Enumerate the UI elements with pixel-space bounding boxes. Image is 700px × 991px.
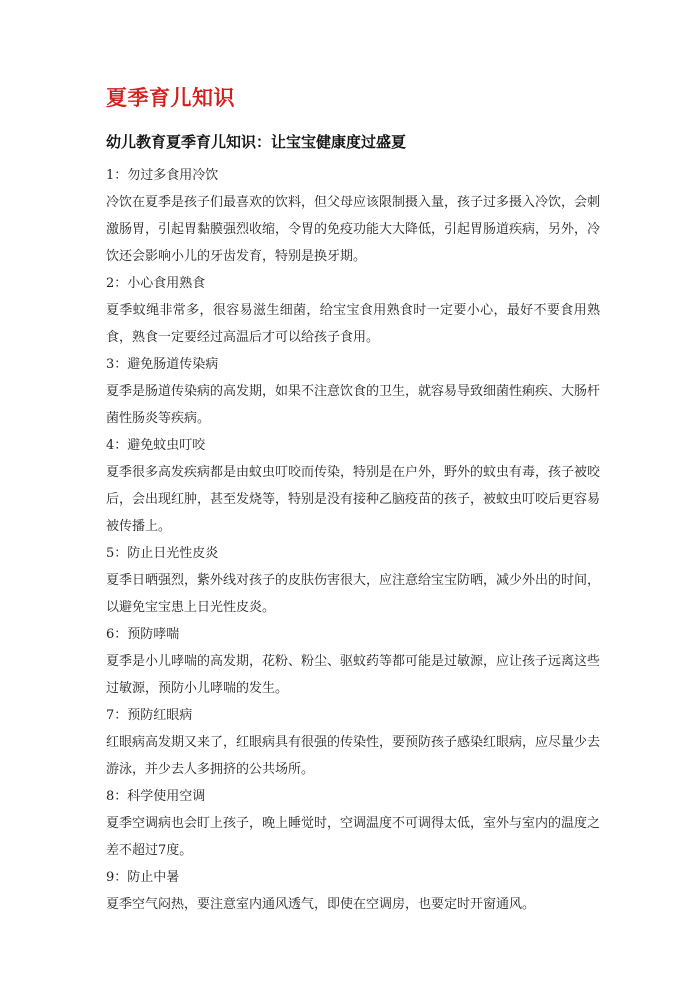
- tip-section-4: [106, 432, 600, 540]
- tip-section-6: [106, 621, 600, 702]
- tip-body: 夏季是小儿哮喘的高发期，花粉、粉尘、驱蚊药等都可能是过敏源，应让孩子远离这些过敏源，预防小儿哮喘的发生。: [106, 654, 601, 696]
- tip-heading: 8：科学使用空调: [106, 789, 206, 804]
- tip-body: 红眼病高发期又来了，红眼病具有很强的传染性，要预防孩子感染红眼病，应尽量少去游泳，并少去人多拥挤的公共场所。: [106, 735, 601, 777]
- tip-heading: 1：勿过多食用冷饮: [106, 168, 219, 183]
- tip-section-5: [106, 540, 600, 621]
- tip-section-7: [106, 702, 600, 783]
- document-subtitle: 幼儿教育夏季育儿知识：让宝宝健康度过盛夏: [106, 133, 407, 151]
- tip-heading: 9：防止中暑: [106, 870, 180, 885]
- tip-heading: 6：预防哮喘: [106, 627, 180, 642]
- tip-body: 夏季很多高发疾病都是由蚊虫叮咬而传染，特别是在户外，野外的蚊虫有毒，孩子被咬后，会出现红肿，甚至发烧等，特别是没有接种乙脑疫苗的孩子，被蚊虫叮咬后更容易被传播上。: [106, 465, 601, 534]
- tip-heading: 2：小心食用熟食: [106, 276, 206, 291]
- tip-section-9: [106, 864, 600, 918]
- tip-body: 冷饮在夏季是孩子们最喜欢的饮料，但父母应该限制摄入量，孩子过多摄入冷饮，会刺激肠胃，引起胃黏膜强烈收缩，令胃的免疫功能大大降低，引起胃肠道疾病，另外，冷饮还会影响小儿的牙齿发育，特别是换牙期。: [106, 195, 601, 264]
- tip-section-3: [106, 351, 600, 432]
- tip-section-1: [106, 162, 600, 270]
- tip-body: 夏季蚊绳非常多，很容易滋生细菌，给宝宝食用熟食时一定要小心，最好不要食用熟食，熟食一定要经过高温后才可以给孩子食用。: [106, 303, 600, 345]
- page-title: 夏季育儿知识: [106, 86, 235, 110]
- tip-section-8: [106, 783, 600, 864]
- tip-body: 夏季日晒强烈，紫外线对孩子的皮肤伤害很大，应注意给宝宝防晒，减少外出的时间，以避免宝宝患上日光性皮炎。: [106, 573, 601, 615]
- tip-heading: 5：防止日光性皮炎: [106, 546, 219, 561]
- tip-section-2: [106, 270, 600, 351]
- tip-body: 夏季是肠道传染病的高发期，如果不注意饮食的卫生，就容易导致细菌性痢疾、大肠杆菌性肠炎等疾病。: [106, 384, 601, 426]
- tip-body: 夏季空调病也会盯上孩子，晚上睡觉时，空调温度不可调得太低，室外与室内的温度之差不超过7度。: [106, 816, 601, 858]
- tip-heading: 4：避免蚊虫叮咬: [106, 438, 206, 453]
- tip-heading: 7：预防红眼病: [106, 708, 193, 723]
- tip-heading: 3：避免肠道传染病: [106, 357, 219, 372]
- tip-body: 夏季空气闷热，要注意室内通风透气，即使在空调房，也要定时开窗通风。: [106, 897, 536, 912]
- document-content: [106, 128, 600, 918]
